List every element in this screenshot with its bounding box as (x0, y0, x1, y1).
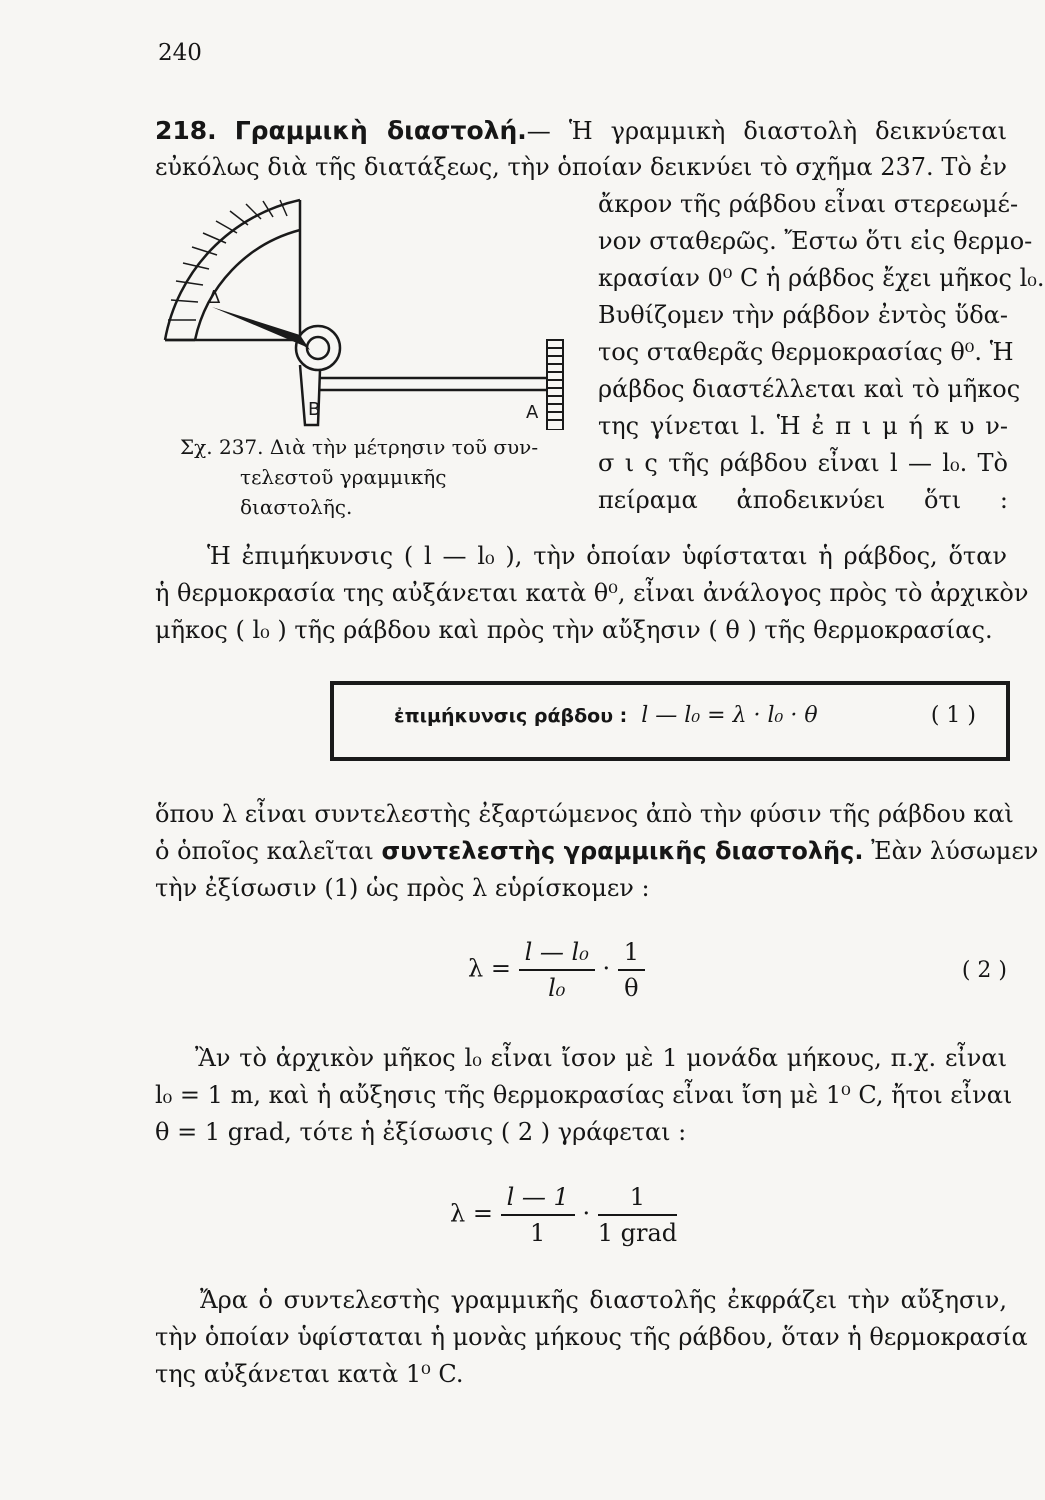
section-dash: — (526, 117, 551, 145)
conclusion-line: Ἄρα ὁ συντελεστὴς γραμμικῆς διαστολῆς ἐκφράζει τὴν αὔξησιν, (200, 1286, 1007, 1314)
page-number: 240 (158, 40, 202, 66)
right-column-line: της γίνεται l. Ἡ ἐ π ι μ ή κ υ ν- (598, 412, 1008, 440)
eq2-numerator-2: 1 (618, 935, 645, 971)
section-intro (155, 112, 1007, 186)
right-column-text (598, 186, 1045, 519)
right-column-line: σ ι ς τῆς ράβδου εἶναι l — l₀. Τὸ (598, 449, 1008, 477)
boxed-formula (330, 681, 1010, 761)
equation-number-1: ( 1 ) (930, 703, 976, 728)
right-column-line: Βυθίζομεν τὴν ράβδον ἐντὸς ὕδα- (598, 301, 1008, 329)
eq3-fraction-1 (501, 1180, 575, 1250)
equation-3 (450, 1180, 677, 1250)
conclusion-line: της αὐξάνεται κατὰ 1⁰ C. (155, 1360, 464, 1388)
scale-ticks (168, 200, 287, 320)
law-line: Ἡ ἐπιμήκυνσις ( l — l₀ ), τὴν ὁποίαν ὑφίσταται ἡ ράβδος, ὅταν (207, 542, 1007, 570)
right-column-line: ράβδος διαστέλλεται καὶ τὸ μῆκος (598, 375, 1021, 403)
figure-label-a: A (526, 402, 539, 423)
right-column-line: νον σταθερῶς. Ἔστω ὅτι εἰς θερμο- (598, 227, 1033, 255)
section-number: 218. (155, 116, 217, 145)
coefficient-line2 (155, 833, 1039, 870)
term-linear-expansion-coefficient: συντελεστὴς γραμμικῆς διαστολῆς. (381, 837, 864, 865)
boxed-formula-expression: l — l₀ = λ · l₀ · θ (641, 703, 818, 728)
eq2-fraction-1 (519, 935, 595, 1005)
figure-caption (180, 432, 560, 522)
equation-2 (468, 935, 645, 1005)
law-line: μῆκος ( l₀ ) τῆς ράβδου καὶ πρὸς τὴν αὔξησιν ( θ ) τῆς θερμοκρασίας. (155, 616, 993, 644)
right-column-line: τος σταθερᾶς θερμοκρασίας θ⁰. Ἡ (598, 338, 1014, 366)
unit-paragraph (155, 1040, 1013, 1151)
conclusion-line: τὴν ὁποίαν ὑφίσταται ἡ μονὰς μήκους τῆς ράβδου, ὅταν ἡ θερμοκρασία (155, 1323, 1028, 1351)
coefficient-line2-post: Ἐὰν λύσωμεν (863, 837, 1039, 865)
coefficient-line3: τὴν ἐξίσωσιν (1) ὡς πρὸς λ εὑρίσκομεν : (155, 874, 650, 902)
eq3-lhs: λ = (450, 1199, 493, 1228)
unit-line: Ἂν τὸ ἀρχικὸν μῆκος l₀ εἶναι ἴσον μὲ 1 μονάδα μήκους, π.χ. εἶναι (195, 1044, 1007, 1072)
eq2-denominator-2: θ (624, 974, 639, 1002)
boxed-formula-label: ἐπιμήκυνσις ράβδου : (394, 705, 628, 727)
eq3-numerator-2: 1 (598, 1180, 677, 1216)
caption-line2: τελεστοῦ γραμμικῆς διαστολῆς. (240, 465, 447, 519)
law-paragraph (155, 538, 1029, 649)
unit-line: θ = 1 grad, τότε ἡ ἐξίσωσις ( 2 ) γράφεται : (155, 1118, 687, 1146)
law-line: ἡ θερμοκρασία της αὐξάνεται κατὰ θ⁰, εἶναι ἀνάλογος πρὸς τὸ ἀρχικὸν (155, 579, 1029, 607)
section-title: Γραμμικὴ διαστολή. (234, 116, 527, 145)
coefficient-line2-pre: ὁ ὁποῖος καλεῖται (155, 837, 382, 865)
eq3-fraction-2 (598, 1180, 677, 1250)
rod-clamp (547, 340, 563, 430)
boxed-formula-content (394, 703, 818, 728)
eq2-dot: · (602, 954, 611, 983)
coefficient-line1: ὅπου λ εἶναι συντελεστὴς ἐξαρτώμενος ἀπὸ τὴν φύσιν τῆς ράβδου καὶ (155, 800, 1014, 828)
eq2-denominator-1: l₀ (548, 974, 566, 1002)
unit-line: l₀ = 1 m, καὶ ἡ αὔξησις τῆς θερμοκρασίας εἶναι ἴση μὲ 1⁰ C, ἤτοι εἶναι (155, 1081, 1013, 1109)
eq2-lhs: λ = (468, 954, 511, 983)
eq2-fraction-2 (618, 935, 645, 1005)
eq3-denominator-2: 1 grad (597, 1219, 678, 1247)
eq3-denominator-1: 1 (530, 1219, 546, 1247)
eq3-numerator-1: l — 1 (501, 1180, 575, 1216)
right-column-line: ἄκρον τῆς ράβδου εἶναι στερεωμέ- (598, 190, 1019, 218)
caption-line1: Σχ. 237. Διὰ τὴν μέτρησιν τοῦ συν- (180, 435, 539, 459)
scale-arc-inner (195, 230, 300, 340)
right-column-line: πείραμα ἀποδεικνύει ὅτι : (598, 486, 1008, 514)
equation-number-2: ( 2 ) (961, 958, 1007, 983)
right-column-line: κρασίαν 0⁰ C ἡ ράβδος ἔχει μῆκος l₀. (598, 264, 1045, 292)
pivot-outer (296, 326, 340, 370)
section-heading-line (155, 112, 1007, 149)
section-intro-line2: εὐκόλως διὰ τῆς διατάξεως, τὴν ὁποίαν δεικνύει τὸ σχῆμα 237. Τὸ ἐν (155, 153, 1007, 181)
section-intro-line1: Ἡ γραμμικὴ διαστολὴ δεικνύεται (568, 117, 1007, 145)
pivot-inner (307, 337, 329, 359)
coefficient-paragraph (155, 796, 1039, 907)
eq3-dot: · (582, 1199, 591, 1228)
conclusion-paragraph (155, 1282, 1028, 1393)
eq2-numerator-1: l — l₀ (519, 935, 595, 971)
figure-label-delta: Δ (208, 287, 221, 308)
figure-label-b: B (308, 399, 321, 420)
thermal-expansion-apparatus-figure (160, 190, 580, 430)
